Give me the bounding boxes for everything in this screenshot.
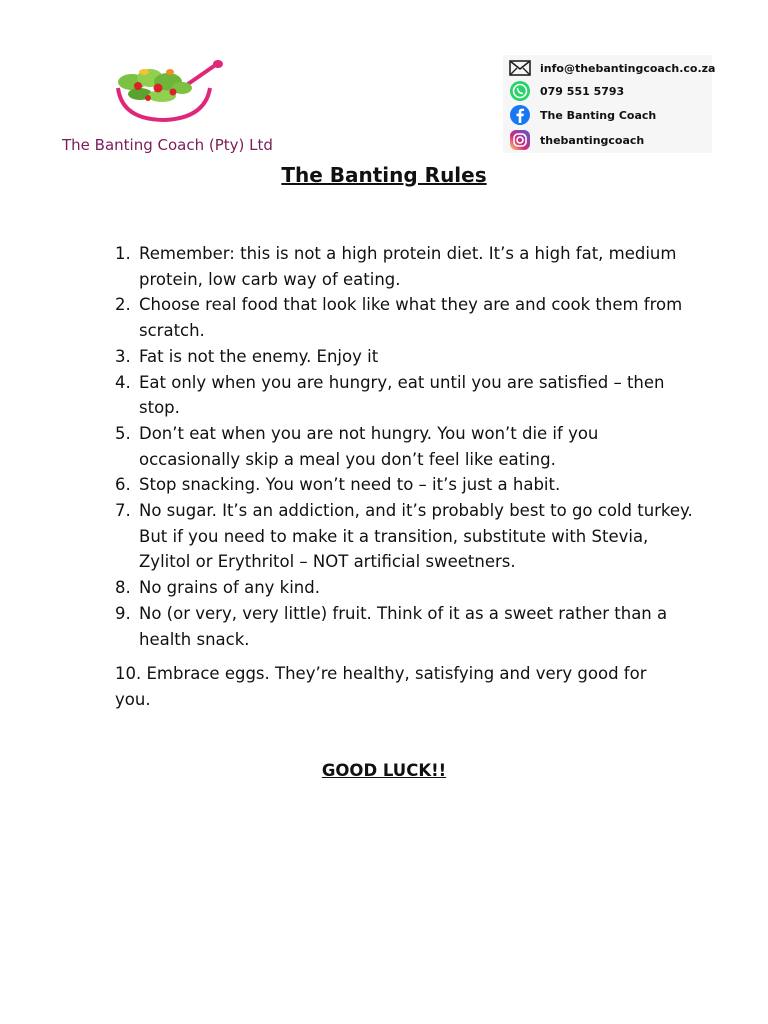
contact-facebook-text: The Banting Coach bbox=[540, 108, 657, 122]
list-text: No sugar. It’s an addiction, and it’s probably best to go cold turkey. But if you need to make it a transition, substitute with Stevia, Zylitol or Erythritol – NOT artificial sweetners. bbox=[139, 501, 693, 572]
list-item bbox=[115, 344, 695, 370]
list-number: 5. bbox=[115, 423, 131, 443]
list-number: 7. bbox=[115, 501, 131, 521]
rule-ten: 10. Embrace eggs. They’re healthy, satisfying and very good for you. bbox=[115, 664, 647, 709]
facebook-icon bbox=[509, 104, 531, 126]
logo-block bbox=[60, 58, 275, 158]
contact-instagram[interactable] bbox=[509, 129, 644, 151]
list-text: Fat is not the enemy. Enjoy it bbox=[139, 346, 379, 366]
mail-icon bbox=[509, 57, 531, 79]
contact-email-text: info@thebantingcoach.co.za bbox=[540, 61, 716, 75]
contact-phone-text: 079 551 5793 bbox=[540, 84, 625, 98]
list-item bbox=[115, 601, 695, 652]
list-item bbox=[115, 370, 695, 421]
contact-phone[interactable] bbox=[509, 80, 624, 102]
list-number: 4. bbox=[115, 372, 131, 392]
instagram-icon bbox=[509, 129, 531, 151]
rules-list bbox=[115, 241, 695, 652]
list-text: No (or very, very little) fruit. Think of it as a sweet rather than a health snack. bbox=[139, 603, 668, 649]
list-item bbox=[115, 241, 695, 292]
list-text: No grains of any kind. bbox=[139, 578, 320, 598]
company-name: The Banting Coach (Pty) Ltd bbox=[62, 136, 273, 154]
contact-instagram-text: thebantingcoach bbox=[540, 133, 645, 147]
contact-email[interactable] bbox=[509, 57, 715, 79]
list-number: 6. bbox=[115, 475, 131, 495]
list-text: Don’t eat when you are not hungry. You won’t die if you occasionally skip a meal you don’t feel like eating. bbox=[139, 423, 599, 469]
page-title: The Banting Rules bbox=[281, 163, 487, 187]
list-item bbox=[115, 498, 695, 575]
list-item bbox=[115, 575, 695, 601]
list-text: Stop snacking. You won’t need to – it’s just a habit. bbox=[139, 475, 561, 495]
closing-message: GOOD LUCK!! bbox=[321, 761, 447, 780]
contact-facebook[interactable] bbox=[509, 104, 656, 126]
list-text: Remember: this is not a high protein diet. It’s a high fat, medium protein, low carb way of eating. bbox=[139, 244, 677, 289]
list-number: 3. bbox=[115, 346, 131, 366]
salad-bowl-logo-icon bbox=[110, 58, 230, 128]
list-text: Choose real food that look like what they are and cook them from scratch. bbox=[139, 295, 683, 341]
list-number: 8. bbox=[115, 578, 131, 598]
list-item bbox=[115, 292, 695, 343]
list-item bbox=[115, 421, 695, 472]
contact-panel bbox=[503, 55, 716, 153]
list-number: 2. bbox=[115, 295, 131, 315]
list-text: Eat only when you are hungry, eat until you are satisfied – then stop. bbox=[139, 372, 665, 418]
list-number: 1. bbox=[115, 244, 131, 263]
list-item bbox=[115, 472, 695, 498]
whatsapp-icon bbox=[509, 80, 531, 102]
list-number: 9. bbox=[115, 603, 131, 623]
